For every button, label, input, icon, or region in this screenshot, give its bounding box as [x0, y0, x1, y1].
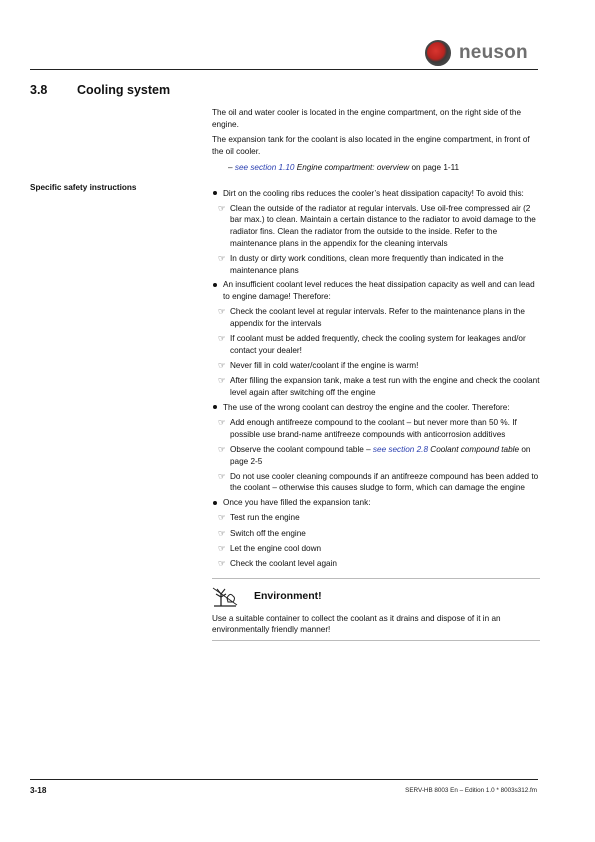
- step-text: Test run the engine: [230, 513, 300, 523]
- brand-logo: [425, 40, 528, 66]
- step-text: Check the coolant level again: [230, 559, 337, 568]
- pointing-hand-icon: ☞: [218, 416, 226, 427]
- header-rule: [30, 69, 538, 70]
- intro-paragraph-1: The oil and water cooler is located in the engine compartment, on the right side of the engine.: [212, 108, 522, 129]
- environment-top-rule: [212, 578, 540, 579]
- pointing-hand-icon: ☞: [218, 306, 226, 317]
- bullet-item: The use of the wrong coolant can destroy the engine and the cooler. Therefore:: [212, 402, 540, 414]
- step-xref-pre: Observe the coolant compound table –: [230, 444, 373, 454]
- environment-bottom-rule: [212, 640, 540, 641]
- step-item: [212, 417, 540, 440]
- environment-title: Environment!: [254, 589, 322, 602]
- environment-box: [212, 578, 540, 641]
- pointing-hand-icon: ☞: [218, 333, 226, 344]
- step-text: Clean the outside of the radiator at regular intervals. Use oil-free compressed air (2 bar max.) to clean. Maintain a certain distance to the radiator to avoid damage to the radiator fins. Clean the radiator from the outside to the inside. Refer to the maintenance plans in the appendix for the cleaning intervals: [230, 203, 536, 248]
- step-text: Add enough antifreeze compound to the coolant – but never more than 50 %. If possible use brand-name antifreeze compounds with anticorrosion additives: [230, 417, 517, 439]
- step-item: [212, 444, 540, 467]
- main-content: [212, 107, 540, 641]
- brand-logo-icon: [425, 40, 451, 66]
- pointing-hand-icon: ☞: [218, 470, 226, 481]
- document-id: SERV-HB 8003 En – Edition 1.0 * 8003s312.fm: [405, 787, 537, 794]
- step-item: [212, 333, 540, 356]
- step-text: After filling the expansion tank, make a test run with the engine and check the coolant level again after switching off the engine: [230, 376, 540, 398]
- step-text: Never fill in cold water/coolant if the engine is warm!: [230, 361, 419, 371]
- step-text: Do not use cooler cleaning compounds if an antifreeze compound has been added to the coolant – otherwise this causes sludge to form, which can damage the engine: [230, 471, 539, 493]
- xref-page: on page 1-11: [409, 162, 460, 172]
- pointing-hand-icon: ☞: [218, 542, 226, 553]
- step-item: [212, 528, 540, 540]
- xref-link[interactable]: see section 2.8: [372, 444, 428, 454]
- step-item: [212, 512, 540, 524]
- step-item: [212, 558, 540, 570]
- step-item: [212, 360, 540, 372]
- step-text: In dusty or dirty work conditions, clean more frequently than indicated in the maintenance plans: [230, 254, 504, 275]
- bullet-item: Dirt on the cooling ribs reduces the cooler’s heat dissipation capacity! To avoid this:: [212, 188, 540, 200]
- pointing-hand-icon: ☞: [218, 360, 226, 371]
- pointing-hand-icon: ☞: [218, 443, 226, 454]
- pointing-hand-icon: ☞: [218, 512, 226, 523]
- step-item: [212, 306, 540, 329]
- pointing-hand-icon: ☞: [218, 527, 226, 538]
- step-text: Check the coolant level at regular intervals. Refer to the maintenance plans in the appendix for the intervals: [230, 307, 525, 329]
- xref-title: Engine compartment: overview: [294, 162, 410, 172]
- step-text: If coolant must be added frequently, check the cooling system for leakages and/or contact your dealer!: [230, 334, 526, 355]
- xref-link[interactable]: see section 1.10: [234, 162, 295, 172]
- page-number: 3-18: [30, 786, 47, 795]
- step-text: Switch off the engine: [230, 528, 306, 538]
- section-number: 3.8: [30, 83, 48, 97]
- brand-name: neuson: [459, 42, 528, 63]
- environment-text: Use a suitable container to collect the coolant as it drains and dispose of it in an environmentally friendly manner!: [212, 613, 501, 635]
- xref-dash: –: [228, 162, 235, 172]
- pointing-hand-icon: ☞: [218, 375, 226, 386]
- step-item: [212, 543, 540, 555]
- pointing-hand-icon: ☞: [218, 253, 226, 264]
- intro-cross-reference: [212, 162, 540, 174]
- pointing-hand-icon: ☞: [218, 202, 226, 213]
- step-text: Let the engine cool down: [230, 543, 322, 553]
- xref-page: on page 2-5: [230, 444, 531, 466]
- step-item: [212, 471, 540, 494]
- environment-icon: [212, 585, 238, 609]
- environment-heading: [212, 585, 540, 609]
- step-item: [212, 375, 540, 398]
- footer-rule: [30, 779, 538, 780]
- xref-title: Coolant compound table: [428, 444, 520, 454]
- step-item: [212, 253, 540, 276]
- section-title: Cooling system: [77, 83, 171, 97]
- step-item: [212, 203, 540, 250]
- pointing-hand-icon: ☞: [218, 558, 226, 568]
- safety-label: Specific safety instructions: [30, 183, 137, 192]
- bullet-item: An insufficient coolant level reduces the heat dissipation capacity as well and can lead to engine damage! Therefore:: [212, 279, 540, 302]
- bullet-item: Once you have filled the expansion tank:: [212, 497, 540, 509]
- intro-paragraph-2: The expansion tank for the coolant is also located in the engine compartment, in front of the oil cooler.: [212, 135, 530, 157]
- safety-instructions: [212, 188, 540, 570]
